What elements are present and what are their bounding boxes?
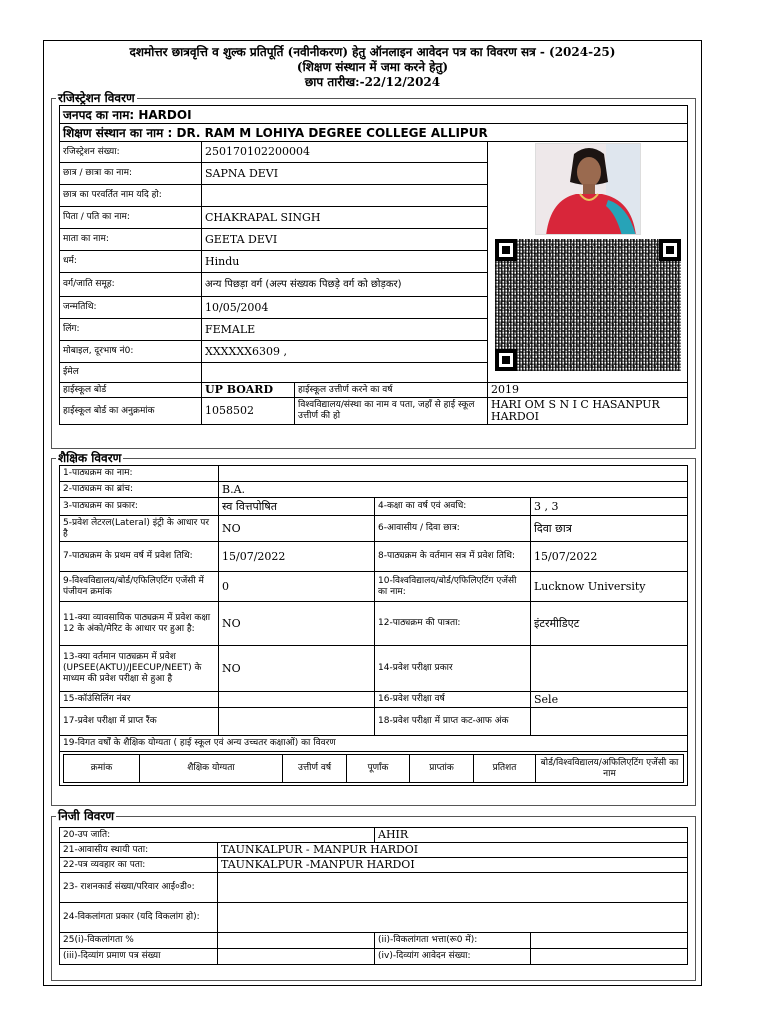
qual-header-board: बोर्ड/विश्वविद्यालय/अफिलिएटिंग एजेंसी का नाम: [536, 755, 684, 783]
qual-header-qualification: शैक्षिक योग्यता: [140, 755, 283, 783]
mother-name-value: GEETA DEVI: [202, 229, 488, 251]
merit-admission-value: NO: [219, 602, 375, 646]
print-date: छाप तारीख:-22/12/2024: [304, 75, 441, 89]
merit-admission-label: 11-क्या व्यावसायिक पाठ्यक्रम में प्रवेश कक्षा 12 के अंको/मेरिट के आधार पर हुआ है:: [60, 602, 219, 646]
hs-board-value: UP BOARD: [202, 383, 295, 398]
alt-name-label: छात्र का परवर्तित नाम यदि हो:: [60, 185, 202, 207]
univ-name-label: 10-विश्वविद्यालय/बोर्ड/एफिलिएटिंग एजेंसी का नाम:: [375, 572, 531, 602]
entrance-admission-value: NO: [219, 646, 375, 692]
person-photo-icon: [536, 144, 641, 235]
personal-section: [51, 809, 696, 981]
univ-name-value: Lucknow University: [531, 572, 688, 602]
entrance-rank-label: 17-प्रवेश परीक्षा में प्राप्त रैंक: [60, 708, 219, 736]
subcaste-value: AHIR: [375, 828, 688, 843]
entrance-type-label: 14-प्रवेश परीक्षा प्रकार: [375, 646, 531, 692]
registration-legend: रजिस्ट्रेशन विवरण: [58, 91, 135, 105]
gender-value: FEMALE: [202, 319, 488, 341]
religion-value: Hindu: [202, 251, 488, 273]
course-type-label: 3-पाठ्यक्रम का प्रकार:: [60, 498, 219, 516]
disability-app-label: (iv)-दिव्यांग आवेदन संख्या:: [375, 949, 531, 965]
counselling-label: 15-कॉउंसिलिंग नंबर: [60, 692, 219, 708]
disability-percent-value: [218, 933, 375, 949]
disability-type-label: 24-विकलांगता प्रकार (यदि विकलांग हो):: [60, 903, 218, 933]
first-year-admission-label: 7-पाठ्यक्रम के प्रथम वर्ष में प्रवेश तिथि:: [60, 542, 219, 572]
hs-year-value: 2019: [488, 383, 688, 398]
entrance-type-value: [531, 646, 688, 692]
hs-school-value: HARI OM S N I C HASANPUR HARDOI: [488, 398, 688, 425]
disability-app-value: [531, 949, 688, 965]
dob-value: 10/05/2004: [202, 297, 488, 319]
cutoff-label: 18-प्रवेश परीक्षा में प्राप्त कट-आफ अंक: [375, 708, 531, 736]
entrance-year-value: Sele: [531, 692, 688, 708]
cutoff-value: [531, 708, 688, 736]
entrance-admission-label: 13-क्या वर्तमान पाठ्यक्रम में प्रवेश (UPSEE(AKTU)/JEECUP/NEET) के माध्यम की प्रवेश परीक्षा से हुआ है: [60, 646, 219, 692]
mobile-value: XXXXXX6309 ,: [202, 341, 488, 363]
hs-roll-label: हाईस्कूल बोर्ड का अनुक्रमांक: [60, 398, 202, 425]
corr-address-label: 22-पत्र व्यवहार का पता:: [60, 858, 218, 873]
course-type-value: स्व वित्तपोषित: [219, 498, 375, 516]
academic-table: [59, 465, 688, 786]
disability-cert-value: [218, 949, 375, 965]
disability-type-value: [218, 903, 688, 933]
qualification-title: 19-विगत वर्षों के शैक्षिक योग्यता ( हाई स्कूल एवं अन्य उच्चतर कक्षाओं) का विवरण: [60, 736, 688, 752]
ration-card-label: 23- राशनकार्ड संख्या/परिवार आई०डी०:: [60, 873, 218, 903]
student-name-value: SAPNA DEVI: [202, 163, 488, 185]
corr-address-value: TAUNKALPUR -MANPUR HARDOI: [218, 858, 688, 873]
email-label: ईमेल: [60, 363, 202, 383]
student-photo: [535, 143, 641, 235]
disability-percent-label: 25(i)-विकलांगता %: [60, 933, 218, 949]
perm-address-label: 21-आवासीय स्थायी पता:: [60, 843, 218, 858]
category-value: अन्य पिछड़ा वर्ग (अल्प संख्यक पिछड़े वर्ग को छोड़कर): [202, 273, 488, 297]
qualification-cell: [60, 752, 688, 786]
student-name-label: छात्र / छात्रा का नाम:: [60, 163, 202, 185]
entrance-year-label: 16-प्रवेश परीक्षा वर्ष: [375, 692, 531, 708]
branch-label: 2-पाठ्यक्रम का ब्रांच:: [60, 482, 219, 498]
disability-allowance-label: (ii)-विकलांगता भत्ता(रू0 में):: [375, 933, 531, 949]
qr-finder-icon: [495, 239, 517, 261]
eligibility-value: इंटरमीडिएट: [531, 602, 688, 646]
current-admission-value: 15/07/2022: [531, 542, 688, 572]
univ-reg-value: 0: [219, 572, 375, 602]
registration-number-value: 250170102200004: [202, 142, 488, 163]
category-label: वर्ग/जाति समूह:: [60, 273, 202, 297]
registration-table: [59, 105, 688, 425]
residential-value: दिवा छात्र: [531, 516, 688, 542]
branch-value: B.A.: [219, 482, 688, 498]
qual-header-obtained: प्राप्तांक: [410, 755, 474, 783]
district-name: जनपद का नाम: HARDOI: [60, 106, 688, 124]
current-admission-label: 8-पाठ्यक्रम के वर्तमान सत्र में प्रवेश तिथि:: [375, 542, 531, 572]
disability-cert-label: (iii)-दिव्यांग प्रमाण पत्र संख्या: [60, 949, 218, 965]
registration-section: [51, 91, 696, 449]
form-header: [44, 41, 701, 90]
application-form: [43, 40, 702, 986]
alt-name-value: [202, 185, 488, 207]
subcaste-label: 20-उप जाति:: [60, 828, 375, 843]
photo-qr-cell: [488, 142, 688, 383]
first-year-admission-value: 15/07/2022: [219, 542, 375, 572]
institution-name: शिक्षण संस्थान का नाम : DR. RAM M LOHIYA DEGREE COLLEGE ALLIPUR: [60, 124, 688, 142]
email-value: [202, 363, 488, 383]
academic-section: [51, 451, 696, 806]
father-name-label: पिता / पति का नाम:: [60, 207, 202, 229]
father-name-value: CHAKRAPAL SINGH: [202, 207, 488, 229]
ration-card-value: [218, 873, 688, 903]
qual-header-sno: क्रमांक: [64, 755, 140, 783]
counselling-value: [219, 692, 375, 708]
qualification-table: [63, 754, 684, 783]
class-year-label: 4-कक्षा का वर्ष एवं अवधि:: [375, 498, 531, 516]
form-title: दशमोत्तर छात्रवृत्ति व शुल्क प्रतिपूर्ति (नवीनीकरण) हेतु ऑनलाइन आवेदन पत्र का विवरण सत्र - (2024-25): [129, 45, 616, 59]
univ-reg-label: 9-विश्वविद्यालय/बोर्ड/एफिलिएटिंग एजेंसी में पंजीयन क्रमांक: [60, 572, 219, 602]
academic-legend: शैक्षिक विवरण: [58, 451, 122, 465]
qual-header-percent: प्रतिशत: [474, 755, 536, 783]
qual-header-max-marks: पूर्णांक: [347, 755, 410, 783]
qr-finder-icon: [495, 349, 517, 371]
mother-name-label: माता का नाम:: [60, 229, 202, 251]
registration-number-label: रजिस्ट्रेशन संख्या:: [60, 142, 202, 163]
form-subtitle: (शिक्षण संस्थान में जमा करने हेतु): [296, 60, 449, 74]
dob-label: जन्मतिथि:: [60, 297, 202, 319]
personal-legend: निजी विवरण: [58, 809, 114, 823]
hs-roll-value: 1058502: [202, 398, 295, 425]
lateral-entry-label: 5-प्रवेश लेटरल(Lateral) इंट्री के आधार पर है: [60, 516, 219, 542]
entrance-rank-value: [219, 708, 375, 736]
personal-table: [59, 827, 688, 965]
qr-finder-icon: [659, 239, 681, 261]
hs-board-label: हाईस्कूल बोर्ड: [60, 383, 202, 398]
class-year-value: 3 , 3: [531, 498, 688, 516]
course-name-label: 1-पाठ्यक्रम का नाम:: [60, 466, 219, 482]
course-name-value: [219, 466, 688, 482]
mobile-label: मोबाइल, दूरभाष नं0:: [60, 341, 202, 363]
disability-allowance-value: [531, 933, 688, 949]
religion-label: धर्म:: [60, 251, 202, 273]
perm-address-value: TAUNKALPUR - MANPUR HARDOI: [218, 843, 688, 858]
qr-code: [495, 239, 681, 371]
residential-label: 6-आवासीय / दिवा छात्र:: [375, 516, 531, 542]
hs-year-label: हाईस्कूल उत्तीर्ण करने का वर्ष: [295, 383, 488, 398]
hs-school-label: विश्वविद्यालय/संस्था का नाम व पता, जहाँ से हाई स्कूल उत्तीर्ण की हो: [295, 398, 488, 425]
eligibility-label: 12-पाठ्यक्रम की पात्रता:: [375, 602, 531, 646]
lateral-entry-value: NO: [219, 516, 375, 542]
qual-header-year: उत्तीर्ण वर्ष: [283, 755, 347, 783]
gender-label: लिंग:: [60, 319, 202, 341]
